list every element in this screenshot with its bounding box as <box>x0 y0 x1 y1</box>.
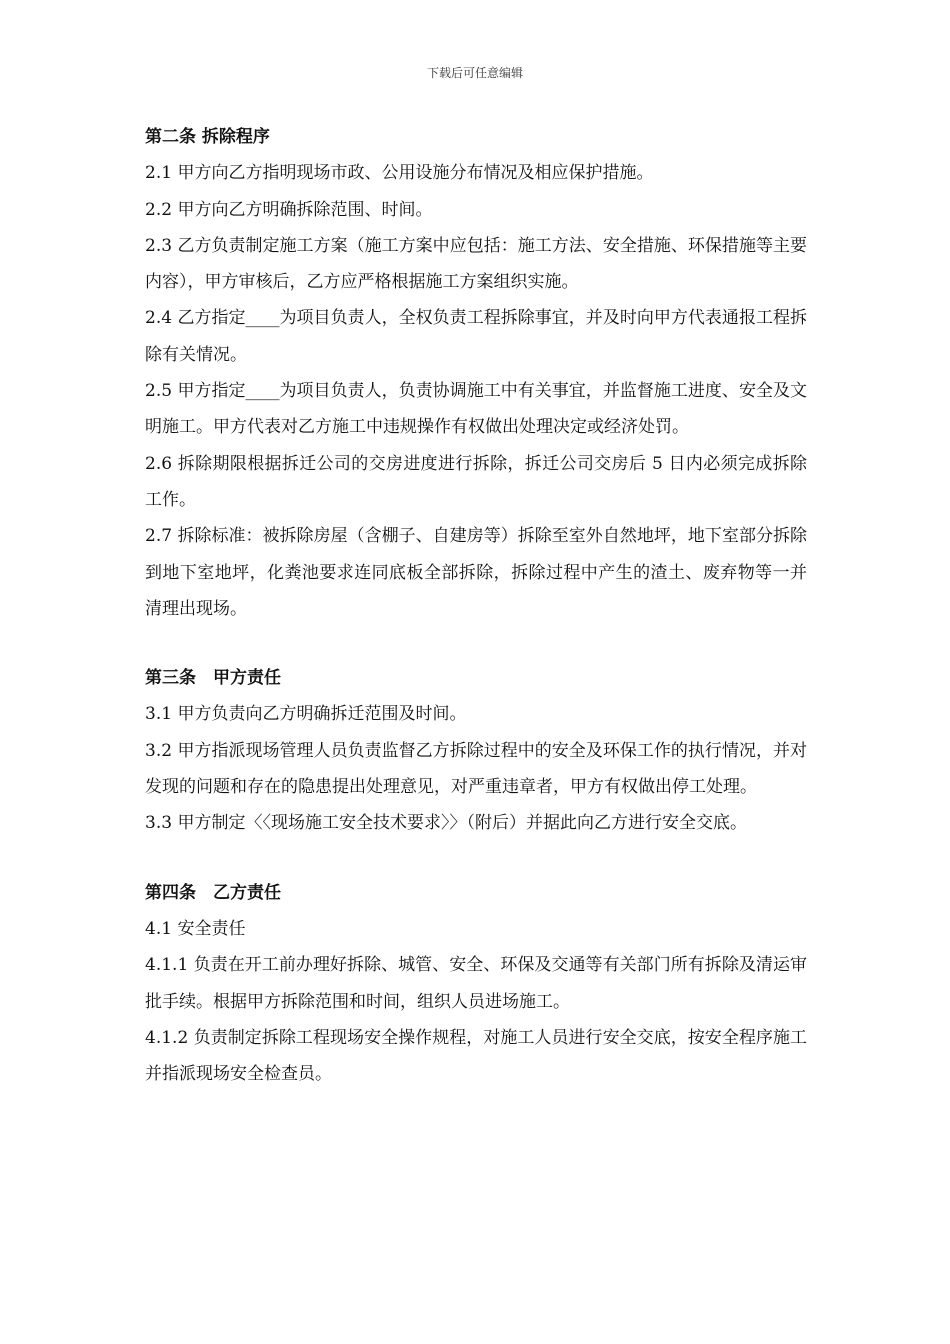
page-header: 下载后可任意编辑 <box>426 66 523 80</box>
clause-3-1: 3.1 甲方负责向乙方明确拆迁范围及时间。 <box>145 704 467 725</box>
section-heading-4: 第四条 乙方责任 <box>145 882 281 903</box>
section-heading-2: 第二条 拆除程序 <box>145 127 270 147</box>
clause-2-2: 2.2 甲方向乙方明确拆除范围、时间。 <box>145 199 433 220</box>
clause-2-3: 2.3 乙方负责制定施工方案（施工方案中应包括：施工方法、安全措施、环保措施等主要内容），甲方审核后，乙方应严格根据施工方案组织实施。 <box>145 235 807 293</box>
clause-2-7: 2.7 拆除标准：被拆除房屋（含棚子、自建房等）拆除至室外自然地坪，地下室部分拆除到地下室地坪，化粪池要求连同底板全部拆除，拆除过程中产生的渣土、废弃物等一并清理出现场。 <box>145 526 807 619</box>
clause-3-2: 3.2 甲方指派现场管理人员负责监督乙方拆除过程中的安全及环保工作的执行情况，并对发现的问题和存在的隐患提出处理意见，对严重违章者，甲方有权做出停工处理。 <box>145 740 807 798</box>
section-heading-3: 第三条 甲方责任 <box>145 668 281 689</box>
clause-3-3: 3.3 甲方制定〈〈现场施工安全技术要求〉〉（附后）并据此向乙方进行安全交底。 <box>145 813 747 834</box>
section-spacer <box>145 842 807 875</box>
clause-2-6: 2.6 拆除期限根据拆迁公司的交房进度进行拆除，拆迁公司交房后 5 日内必须完成拆除工作。 <box>145 453 807 510</box>
clause-4-1-2: 4.1.2 负责制定拆除工程现场安全操作规程，对施工人员进行安全交底，按安全程序施工并指派现场安全检查员。 <box>145 1027 807 1085</box>
clause-2-4: 2.4 乙方指定____为项目负责人，全权负责工程拆除事宜，并及时向甲方代表通报工程拆除有关情况。 <box>145 308 807 365</box>
clause-4-1: 4.1 安全责任 <box>145 918 246 939</box>
document-body <box>145 119 807 1092</box>
clause-2-1: 2.1 甲方向乙方指明现场市政、公用设施分布情况及相应保护措施。 <box>145 163 654 184</box>
clause-2-5: 2.5 甲方指定____为项目负责人，负责协调施工中有关事宜，并监督施工进度、安全及文明施工。甲方代表对乙方施工中违规操作有权做出处理决定或经济处罚。 <box>145 381 807 438</box>
section-spacer <box>145 627 807 660</box>
clause-4-1-1: 4.1.1 负责在开工前办理好拆除、城管、安全、环保及交通等有关部门所有拆除及清运审批手续。根据甲方拆除范围和时间，组织人员进场施工。 <box>145 955 807 1012</box>
